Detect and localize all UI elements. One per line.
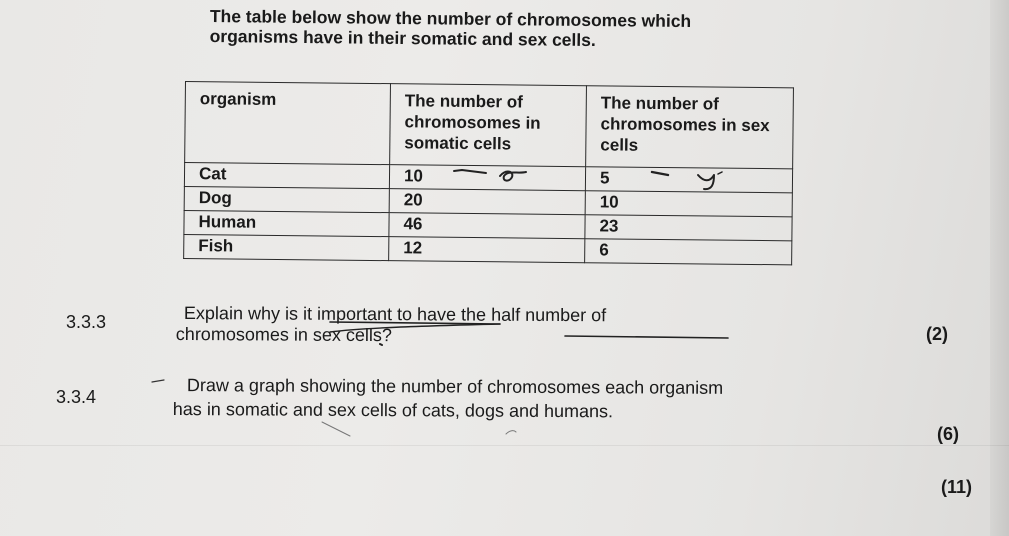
cell-sex: 5 <box>585 167 792 193</box>
question-3-3-4-line-1: Draw a graph showing the number of chromosomes each organism <box>186 375 724 398</box>
cell-organism: Cat <box>184 163 389 189</box>
header-somatic: The number of chromosomes in somatic cells <box>390 84 587 167</box>
page-fold <box>0 445 1009 446</box>
chromosome-table <box>183 81 794 265</box>
cell-sex: 23 <box>585 215 792 241</box>
cell-somatic: 12 <box>389 237 585 263</box>
header-sex: The number of chromosomes in sex cells <box>586 86 794 169</box>
chromosome-table-container <box>183 81 794 265</box>
question-number-3-3-3: 3.3.3 <box>66 312 107 332</box>
marks-3-3-3: (2) <box>926 324 948 344</box>
cell-organism: Human <box>184 210 389 236</box>
question-3-3-3-line-1: Explain why is it important to have the half number of <box>183 303 607 326</box>
table-row <box>184 234 792 264</box>
question-3-3-4-line-2: has in somatic and sex cells of cats, dogs and humans. <box>172 398 614 422</box>
cell-somatic: 10 <box>389 165 585 191</box>
total-marks: (11) <box>941 477 973 497</box>
cell-organism: Dog <box>184 186 389 212</box>
question-text-3-3-4 <box>173 375 723 423</box>
cell-somatic: 46 <box>389 213 585 239</box>
cell-organism: Fish <box>184 234 389 260</box>
table-header-row <box>185 82 794 169</box>
question-text-3-3-3 <box>176 303 606 347</box>
intro-line-1: The table below show the number of chromosomes which <box>209 6 692 32</box>
question-3-3-3-line-2: chromosomes in sex cells? <box>175 323 392 346</box>
intro-line-2: organisms have in their somatic and sex cells. <box>209 25 596 51</box>
cell-sex: 6 <box>585 239 792 265</box>
question-number-3-3-4: 3.3.4 <box>56 387 97 407</box>
intro-text <box>210 6 830 52</box>
marks-3-3-4: (6) <box>937 424 959 444</box>
page-edge-shadow <box>990 0 1009 536</box>
header-organism: organism <box>185 82 391 165</box>
cell-sex: 10 <box>585 191 792 217</box>
cell-somatic: 20 <box>389 189 585 215</box>
